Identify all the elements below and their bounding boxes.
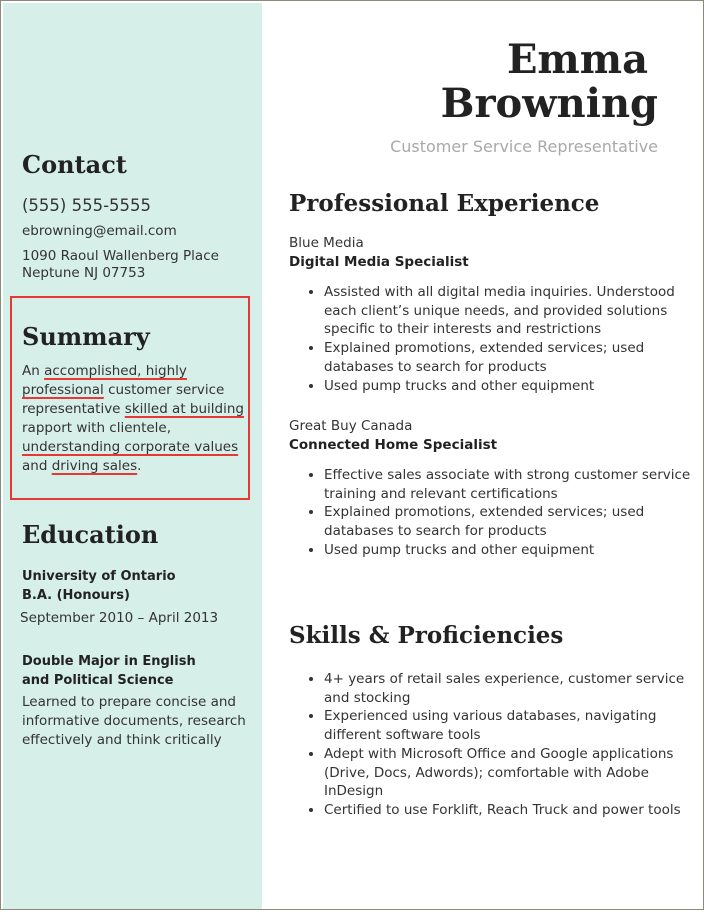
list-item: • Experienced using various databases, navigating different software tools bbox=[324, 707, 704, 744]
summary-text-part: customer service representative bbox=[22, 382, 225, 417]
summary-underlined-phrase: skilled at building bbox=[124, 401, 244, 417]
list-item: • Effective sales associate with strong customer service training and relevant certifications bbox=[324, 466, 704, 503]
list-item: • 4+ years of retail sales experience, customer service and stocking bbox=[324, 670, 704, 707]
education-university: University of Ontario bbox=[22, 569, 176, 584]
education-description: Learned to prepare concise and informative documents, research effectively and think critically bbox=[22, 694, 246, 748]
contact-heading: Contact bbox=[22, 150, 127, 179]
education-major-line2: and Political Science bbox=[22, 673, 174, 688]
job-role: Connected Home Specialist bbox=[289, 437, 498, 453]
experience-heading: Professional Experience bbox=[289, 190, 600, 217]
summary-text-part: An bbox=[22, 363, 45, 379]
education-heading: Education bbox=[22, 520, 159, 549]
list-item: • Certified to use Forklift, Reach Truck and power tools bbox=[324, 801, 704, 820]
job-bullets bbox=[304, 283, 704, 395]
list-item: • Explained promotions, extended services; used databases to search for products bbox=[324, 503, 704, 540]
summary-underlined-phrase: accomplished, highly professional bbox=[22, 363, 187, 398]
contact-email: ebrowning@email.com bbox=[22, 223, 177, 239]
skills-list bbox=[304, 670, 704, 820]
job-bullets bbox=[304, 466, 704, 560]
skills-heading: Skills & Proficiencies bbox=[289, 622, 564, 649]
list-item: • Used pump trucks and other equipment bbox=[324, 541, 704, 560]
summary-underlined-phrase: driving sales bbox=[51, 458, 138, 474]
name-last: Browning bbox=[440, 80, 658, 127]
name-first: Emma bbox=[506, 36, 648, 83]
education-dates: September 2010 – April 2013 bbox=[20, 610, 219, 626]
job-role: Digital Media Specialist bbox=[289, 254, 469, 270]
summary-text-part: and bbox=[22, 458, 52, 474]
job-title: Customer Service Representative bbox=[390, 137, 658, 156]
job-company: Blue Media bbox=[289, 235, 364, 251]
contact-phone: (555) 555-5555 bbox=[22, 196, 152, 215]
contact-address-line1: 1090 Raoul Wallenberg Place bbox=[22, 248, 219, 264]
summary-text-part: rapport with clientele, bbox=[22, 420, 172, 436]
education-major-line1: Double Major in English bbox=[22, 654, 196, 669]
list-item: • Assisted with all digital media inquiries. Understood each client’s unique needs, and provided solutions specific to their interests and restrictions bbox=[324, 283, 704, 339]
summary-text-part: . bbox=[137, 458, 142, 474]
list-item: • Adept with Microsoft Office and Google applications (Drive, Docs, Adwords); comfortable with Adobe InDesign bbox=[324, 745, 704, 801]
summary-underlined-phrase: understanding corporate values bbox=[22, 439, 239, 455]
summary-heading: Summary bbox=[22, 322, 150, 351]
summary-text bbox=[22, 362, 247, 476]
education-degree: B.A. (Honours) bbox=[22, 588, 130, 603]
job-company: Great Buy Canada bbox=[289, 418, 413, 434]
contact-address-line2: Neptune NJ 07753 bbox=[22, 265, 146, 281]
list-item: • Used pump trucks and other equipment bbox=[324, 377, 704, 396]
list-item: • Explained promotions, extended services; used databases to search for products bbox=[324, 339, 704, 376]
